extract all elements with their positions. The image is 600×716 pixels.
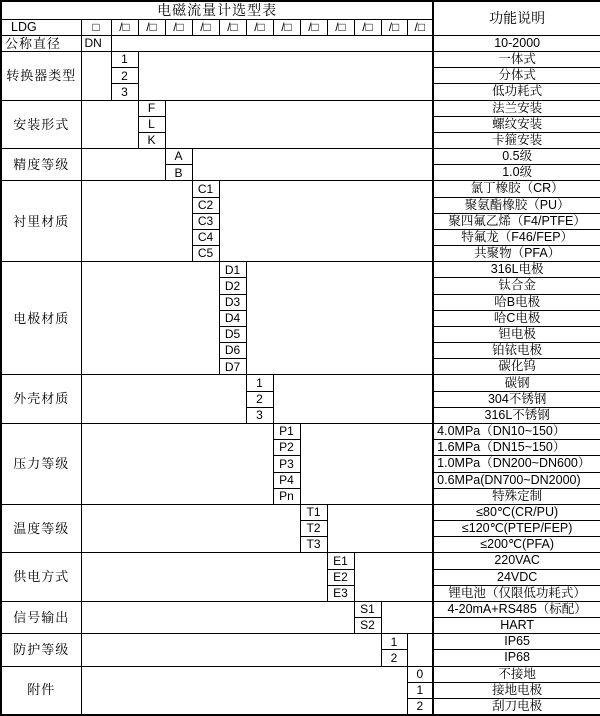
code-cell: P4	[273, 472, 300, 488]
desc-cell: IP65	[433, 634, 600, 650]
code-slot: /□	[407, 19, 433, 35]
desc-cell: 一体式	[433, 52, 600, 68]
code-cell: C5	[192, 246, 219, 262]
filler-cell	[165, 100, 433, 149]
code-cell: T3	[300, 537, 327, 553]
desc-cell: ≤200℃(PFA)	[433, 537, 600, 553]
filler-cell	[354, 553, 433, 602]
code-box: □	[81, 19, 111, 35]
filler-cell	[81, 601, 354, 633]
code-cell: D2	[219, 278, 246, 294]
desc-cell: 刮刀电极	[433, 698, 600, 715]
code-cell: E3	[327, 585, 354, 601]
code-slot: /□	[219, 19, 246, 35]
code-cell: 2	[407, 698, 433, 715]
code-cell: C1	[192, 181, 219, 197]
desc-cell: ≤80℃(CR/PU)	[433, 504, 600, 520]
filler-cell	[81, 52, 111, 101]
category-liner-material: 衬里材质	[1, 181, 81, 262]
desc-cell: 24VDC	[433, 569, 600, 585]
code-cell: 1	[246, 375, 273, 391]
code-cell: K	[138, 132, 165, 148]
code-slot: /□	[138, 19, 165, 35]
code-cell: 3	[111, 84, 138, 100]
desc-cell: 低功耗式	[433, 84, 600, 100]
desc-cell: 1.0MPa（DN200~DN600）	[433, 456, 600, 472]
code-slot: /□	[381, 19, 407, 35]
filler-cell	[81, 424, 273, 505]
filler-cell	[219, 181, 433, 262]
table-title: 电磁流量计选型表	[1, 1, 433, 19]
desc-cell: 316L电极	[433, 262, 600, 278]
desc-cell: 316L不锈钢	[433, 407, 600, 423]
code-cell: Pn	[273, 488, 300, 504]
desc-cell: 10-2000	[433, 35, 600, 51]
desc-cell: 1.6MPa（DN15~150）	[433, 440, 600, 456]
desc-cell: 分体式	[433, 68, 600, 84]
code-cell: E1	[327, 553, 354, 569]
desc-cell: 螺纹安装	[433, 116, 600, 132]
desc-cell: 哈C电极	[433, 310, 600, 326]
desc-cell: 钛合金	[433, 278, 600, 294]
desc-cell: 0.5级	[433, 149, 600, 165]
code-cell: F	[138, 100, 165, 116]
function-column-header: 功能说明	[433, 1, 600, 35]
category-accessories: 附件	[1, 666, 81, 715]
desc-cell: 碳化钨	[433, 359, 600, 375]
code-cell: B	[165, 165, 192, 181]
code-slot: /□	[354, 19, 381, 35]
code-cell: P3	[273, 456, 300, 472]
code-cell: 1	[381, 634, 407, 650]
desc-cell: 304不锈钢	[433, 391, 600, 407]
category-pressure-rating: 压力等级	[1, 424, 81, 505]
desc-cell: 4-20mA+RS485（标配）	[433, 601, 600, 617]
code-cell: D3	[219, 294, 246, 310]
filler-cell	[81, 504, 300, 553]
filler-cell	[246, 262, 433, 375]
desc-cell: ≤120℃(PTEP/FEP)	[433, 521, 600, 537]
filler-cell	[81, 149, 165, 181]
desc-cell: 共聚物（PFA）	[433, 246, 600, 262]
code-cell: L	[138, 116, 165, 132]
filler-cell	[81, 262, 219, 375]
desc-cell: 特氟龙（F46/FEP）	[433, 229, 600, 245]
filler-cell	[81, 666, 407, 715]
filler-cell	[81, 100, 138, 149]
code-cell: A	[165, 149, 192, 165]
code-cell: D5	[219, 326, 246, 342]
category-temperature-rating: 温度等级	[1, 504, 81, 553]
code-cell: S2	[354, 618, 381, 634]
code-cell: P1	[273, 424, 300, 440]
desc-cell: 铂铱电极	[433, 343, 600, 359]
desc-cell: 法兰安装	[433, 100, 600, 116]
desc-cell: 聚四氟乙烯（F4/PTFE）	[433, 213, 600, 229]
code-cell: 1	[111, 52, 138, 68]
filler-cell	[381, 601, 433, 633]
category-electrode-material: 电极材质	[1, 262, 81, 375]
code-slot: /□	[300, 19, 327, 35]
category-power-supply: 供电方式	[1, 553, 81, 602]
desc-cell: 哈B电极	[433, 294, 600, 310]
filler-cell	[81, 634, 381, 666]
code-cell: T1	[300, 504, 327, 520]
category-signal-output: 信号输出	[1, 601, 81, 633]
filler-cell	[81, 181, 192, 262]
category-housing-material: 外壳材质	[1, 375, 81, 424]
filler-cell	[81, 375, 246, 424]
desc-cell: 聚氨酯橡胶（PU）	[433, 197, 600, 213]
desc-cell: 碳钢	[433, 375, 600, 391]
code-cell: E2	[327, 569, 354, 585]
desc-cell: 卡箍安装	[433, 132, 600, 148]
code-slot: /□	[246, 19, 273, 35]
code-cell: DN	[81, 35, 111, 51]
code-cell: C2	[192, 197, 219, 213]
desc-cell: 不接地	[433, 666, 600, 682]
code-cell: C3	[192, 213, 219, 229]
code-cell: D6	[219, 343, 246, 359]
filler-cell	[300, 424, 433, 505]
category-protection-class: 防护等级	[1, 634, 81, 666]
desc-cell: HART	[433, 618, 600, 634]
code-slot: /□	[165, 19, 192, 35]
filler-cell	[273, 375, 433, 424]
category-accuracy-class: 精度等级	[1, 149, 81, 181]
category-installation-type: 安装形式	[1, 100, 81, 149]
filler-cell	[138, 52, 433, 101]
code-cell: C4	[192, 229, 219, 245]
code-cell: 0	[407, 666, 433, 682]
model-prefix: LDG	[1, 19, 81, 35]
code-slot: /□	[273, 19, 300, 35]
code-cell: 2	[111, 68, 138, 84]
category-converter-type: 转换器类型	[1, 52, 81, 101]
code-cell: 2	[246, 391, 273, 407]
code-cell: 3	[246, 407, 273, 423]
code-cell: 1	[407, 682, 433, 698]
code-slot: /□	[192, 19, 219, 35]
desc-cell: IP68	[433, 650, 600, 666]
filler-cell	[192, 149, 433, 181]
code-cell: D1	[219, 262, 246, 278]
desc-cell: 钽电极	[433, 326, 600, 342]
code-cell: S1	[354, 601, 381, 617]
code-slot: /□	[111, 19, 138, 35]
code-slot: /□	[327, 19, 354, 35]
filler-cell	[111, 35, 433, 51]
desc-cell: 氯丁橡胶（CR）	[433, 181, 600, 197]
code-cell: 2	[381, 650, 407, 666]
code-cell: D4	[219, 310, 246, 326]
category-nominal-diameter: 公称直径	[1, 35, 81, 51]
desc-cell: 接地电极	[433, 682, 600, 698]
filler-cell	[407, 634, 433, 666]
code-cell: P2	[273, 440, 300, 456]
desc-cell: 1.0级	[433, 165, 600, 181]
desc-cell: 锂电池（仅限低功耗式）	[433, 585, 600, 601]
filler-cell	[81, 553, 327, 602]
code-cell: D7	[219, 359, 246, 375]
desc-cell: 4.0MPa（DN10~150）	[433, 424, 600, 440]
filler-cell	[327, 504, 433, 553]
desc-cell: 220VAC	[433, 553, 600, 569]
desc-cell: 特殊定制	[433, 488, 600, 504]
code-cell: T2	[300, 521, 327, 537]
desc-cell: 0.6MPa(DN700~DN2000)	[433, 472, 600, 488]
